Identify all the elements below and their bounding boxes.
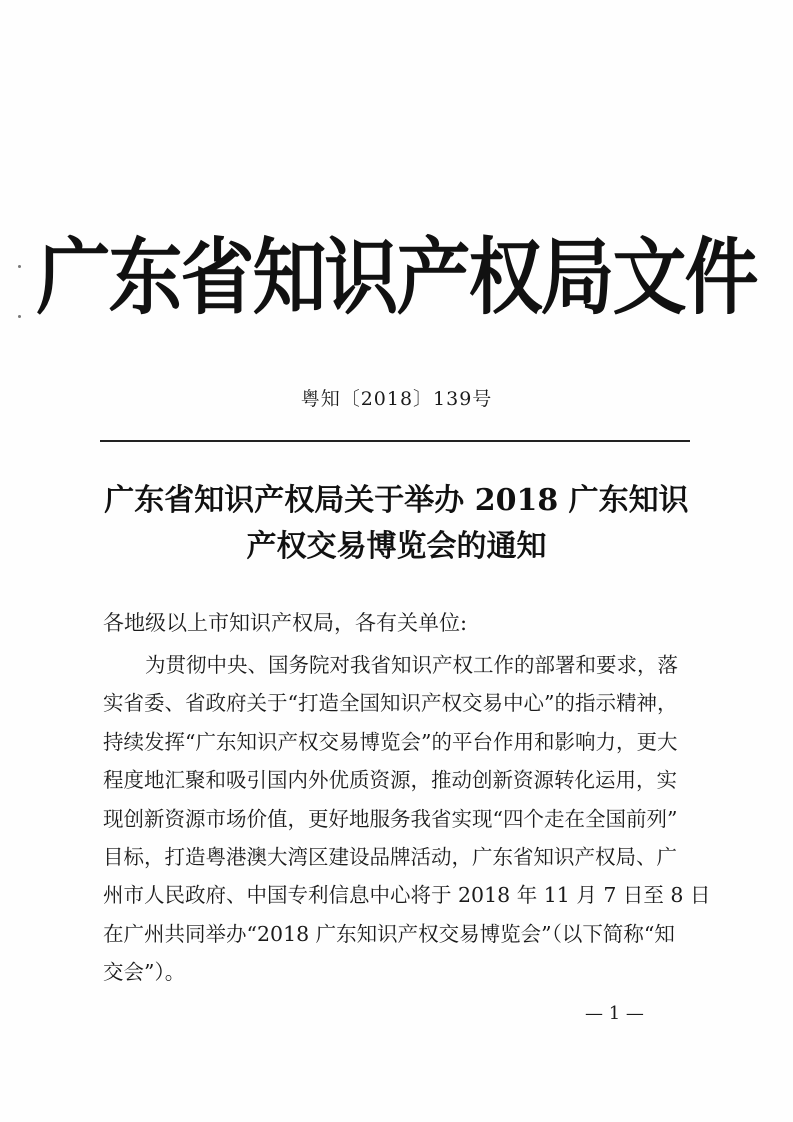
body-line: 目标，打造粤港澳大湾区建设品牌活动，广东省知识产权局、广 (103, 845, 677, 870)
document-header-title: 广东省知识产权局文件 (36, 229, 757, 327)
notice-title-line: 广东省知识产权局关于举办 2018 广东知识 (104, 483, 689, 518)
body-line: 现创新资源市场价值，更好地服务我省实现“四个走在全国前列” (103, 806, 678, 831)
body-line: 程度地汇聚和吸引国内外优质资源，推动创新资源转化运用，实 (103, 768, 677, 793)
page-number: — 1 — (585, 1003, 644, 1024)
notice-title (60, 478, 733, 570)
body-line: 州市人民政府、中国专利信息中心将于 2018 年 11 月 7 日至 8 日 (103, 883, 711, 908)
body-line: 交会”）。 (103, 960, 186, 985)
header-divider (100, 440, 690, 442)
body-line: 为贯彻中央、国务院对我省知识产权工作的部署和要求，落 (145, 653, 678, 677)
body-line: 实省委、省政府关于“打造全国知识产权交易中心”的指示精神， (103, 691, 678, 716)
body-line: 在广州共同举办“2018 广东知识产权交易博览会”（以下简称“知 (103, 921, 675, 946)
body-paragraph (103, 646, 711, 992)
document-number: 粤知〔2018〕139号 (300, 388, 493, 410)
notice-title-line: 产权交易博览会的通知 (246, 529, 547, 564)
salutation: 各地级以上市知识产权局，各有关单位: (103, 611, 468, 635)
body-line: 持续发挥“广东知识产权交易博览会”的平台作用和影响力，更大 (103, 729, 678, 754)
